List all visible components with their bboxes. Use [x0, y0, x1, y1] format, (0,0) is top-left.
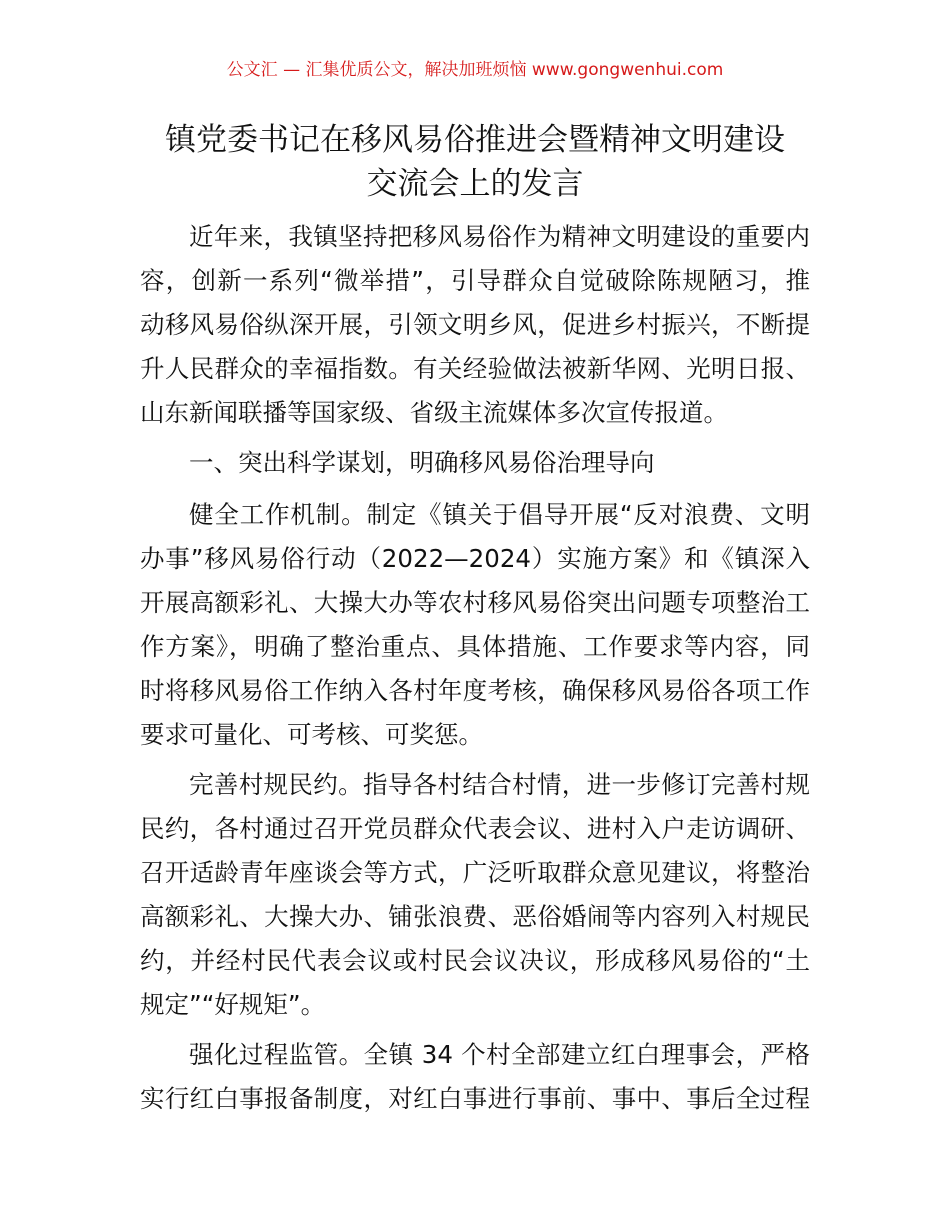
paragraph-3-line-2: 民约，各村通过召开党员群众代表会议、进村入户走访调研、	[140, 814, 810, 843]
paragraph-3-line-4: 高额彩礼、大操大办、铺张浪费、恶俗婚闹等内容列入村规民	[140, 902, 810, 931]
paragraph-4-line-2: 实行红白事报备制度，对红白事进行事前、事中、事后全过程	[140, 1084, 810, 1113]
header-note: 公文汇 — 汇集优质公文，解决加班烦恼 www.gongwenhui.com	[226, 60, 724, 80]
paragraph-3-line-3: 召开适龄青年座谈会等方式，广泛听取群众意见建议，将整治	[140, 858, 810, 887]
document-title-line-2: 交流会上的发言	[366, 166, 584, 202]
paragraph-2-line-1: 健全工作机制。制定《镇关于倡导开展“反对浪费、文明	[189, 500, 810, 529]
document-title-line-1: 镇党委书记在移风易俗推进会暨精神文明建设	[165, 122, 785, 158]
paragraph-1-line-2: 容，创新一系列“微举措”，引导群众自觉破除陈规陋习，推	[140, 266, 810, 295]
paragraph-1-line-5: 山东新闻联播等国家级、省级主流媒体多次宣传报道。	[140, 398, 728, 427]
paragraph-2-line-2: 办事”移风易俗行动（2022—2024）实施方案》和《镇深入	[140, 544, 810, 573]
paragraph-2-line-3: 开展高额彩礼、大操大办等农村移风易俗突出问题专项整治工	[140, 588, 810, 617]
paragraph-4-line-1: 强化过程监管。全镇 34 个村全部建立红白理事会，严格	[189, 1040, 810, 1069]
paragraph-3-line-1: 完善村规民约。指导各村结合村情，进一步修订完善村规	[189, 770, 810, 799]
paragraph-2-line-4: 作方案》，明确了整治重点、具体措施、工作要求等内容，同	[140, 632, 810, 661]
paragraph-1-line-4: 升人民群众的幸福指数。有关经验做法被新华网、光明日报、	[140, 354, 810, 383]
paragraph-1-line-3: 动移风易俗纵深开展，引领文明乡风，促进乡村振兴，不断提	[140, 310, 810, 339]
section-heading-1: 一、突出科学谋划，明确移风易俗治理导向	[189, 448, 655, 477]
paragraph-3-line-6: 规定”“好规矩”。	[140, 990, 326, 1019]
paragraph-2-line-6: 要求可量化、可考核、可奖惩。	[140, 720, 483, 749]
paragraph-3-line-5: 约，并经村民代表会议或村民会议决议，形成移风易俗的“土	[140, 946, 810, 975]
paragraph-2-line-5: 时将移风易俗工作纳入各村年度考核，确保移风易俗各项工作	[140, 676, 810, 705]
paragraph-1-line-1: 近年来，我镇坚持把移风易俗作为精神文明建设的重要内	[189, 222, 810, 251]
